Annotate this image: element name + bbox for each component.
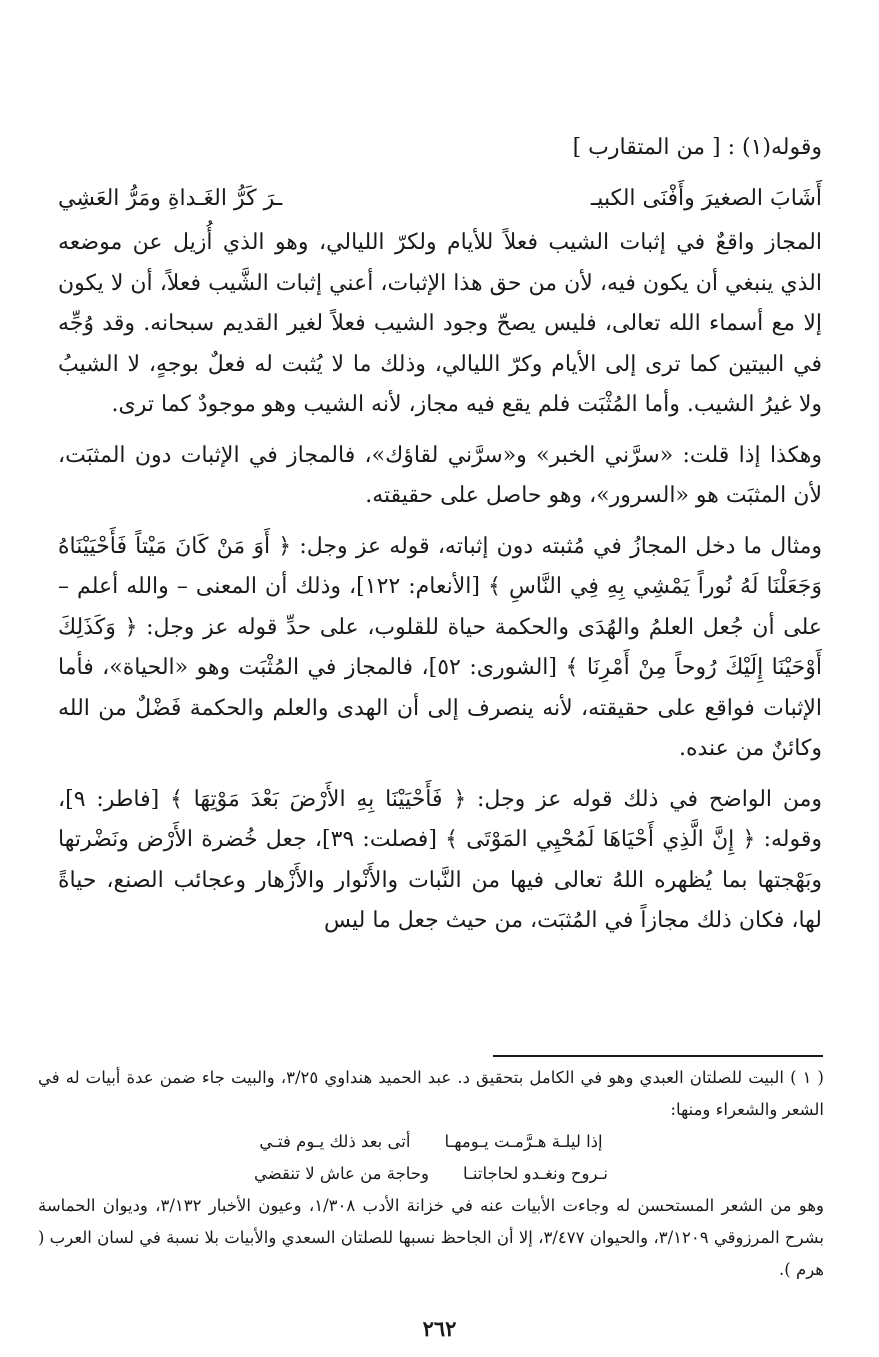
footnote-verse [38,1126,824,1158]
footnotes [38,1062,824,1286]
page-number: ٢٦٢ [422,1316,457,1341]
paragraph: ومثال ما دخل المجازُ في مُثبته دون إثباته، قوله عز وجل: ﴿ أَوَ مَنْ كَانَ مَيْتاً فَأَحْيَيْنَاهُ وَجَعَلْنَا لَهُ نُوراً يَمْشِي بِهِ فِي النَّاسِ ﴾ [الأنعام: ١٢٢]، وذلك أن المعنى – والله أعلم – على أن جُعل العلمُ والهُدَى والحكمة حياة للقلوب، على حدِّ قوله عز وجل: ﴿ وَكَذَلِكَ أَوْحَيْنَا إِلَيْكَ رُوحاً مِنْ أَمْرِنَا ﴾ [الشورى: ٥٢]، فالمجاز في المُثْبَت وهو «الحياة»، فأما الإثبات فواقع على حقيقته، لأنه ينصرف إلى أن الهدى والعلم والحكمة فَضْلٌ من الله وكائنٌ من عنده. [58,533,822,761]
paragraph: وهكذا إذا قلت: «سرَّني الخبر» و«سرَّني لقاؤك»، فالمجاز في الإثبات دون المثبَت، لأن المثبَت هو «السرور»، وهو حاصل على حقيقته. [58,442,822,508]
main-text [58,128,822,952]
poem-verse [58,179,822,220]
verse-first-hemistich: أَشَابَ الصغيرَ وأَفْنَى الكبيـ [590,185,822,211]
footnote-verse-second: وحاجة من عاش لا تنقضي [253,1164,430,1183]
paragraph: ومن الواضح في ذلك قوله عز وجل: ﴿ فَأَحْيَيْنَا بِهِ الأَرْضَ بَعْدَ مَوْتِهَا ﴾ [فاطر: ٩]، وقوله: ﴿ إِنَّ الَّذِي أَحْيَاهَا لَمُحْيِي المَوْتَى ﴾ [فصلت: ٣٩]، جعل خُضرة الأَرْض ونَضْرتها وبَهْجتها بما يُظهره اللهُ تعالى فيها من النَّبات والأَنْوار والأَزْهار وعجائب الصنع، حياةً لها، فكان ذلك مجازاً في المُثبَت، من حيث جعل ما ليس [58,786,822,933]
footnote-verse-first: إذا ليلـة هـرَّمـت يـومهـا [444,1132,603,1151]
footnote-verse [38,1158,824,1190]
footnote-verse-first: نـروح ونغـدو لحاجاتنـا [463,1164,609,1183]
footnote-verse-second: أتى بعد ذلك يـوم فتـي [259,1132,411,1151]
footnote-1: ( ١ ) البيت للصلتان العبدي وهو في الكامل بتحقيق د. عبد الحميد هنداوي ٣/٢٥، والبيت جاء ضمن عدة أبيات له في الشعر والشعراء ومنها: [38,1068,824,1119]
footnote-1-continuation: وهو من الشعر المستحسن له وجاءت الأبيات عنه في خزانة الأدب ١/٣٠٨، وعيون الأخبار ٣/١٣٢، وديوان الحماسة بشرح المرزوقي ٣/١٢٠٩، والحيوان ٣/٤٧٧، إلا أن الجاحظ نسبها للصلتان السعدي والأبيات بلا نسبة في لسان العرب ( هرم ). [38,1196,824,1279]
paragraph: المجاز واقعٌ في إثبات الشيب فعلاً للأيام ولكرّ الليالي، وهو الذي أُزيل عن موضعه الذي ينبغي أن يكون فيه، لأن من حق هذا الإثبات، أعني إثبات الشَّيب فعلاً، أن لا يكون إلا مع أسماء الله تعالى، فليس يصحّ وجود الشيب فعلاً لغير القديم سبحانه. وقد وُجِّه في البيتين كما ترى إلى الأيام وكرّ الليالي، وذلك ما لا يُثبت له فعلٌ بوجهٍ، لا الشيبُ ولا غيرُ الشيب. وأما المُثْبَت فلم يقع فيه مجاز، لأنه الشيب وهو موجودٌ كما ترى. [58,230,823,417]
verse-second-hemistich: ـرَ كَرُّ الغَـداةِ ومَرُّ العَشِي [58,185,283,211]
verse-intro: وقوله(١) : [ من المتقارب ] [572,135,822,160]
footnote-divider [493,1055,823,1057]
